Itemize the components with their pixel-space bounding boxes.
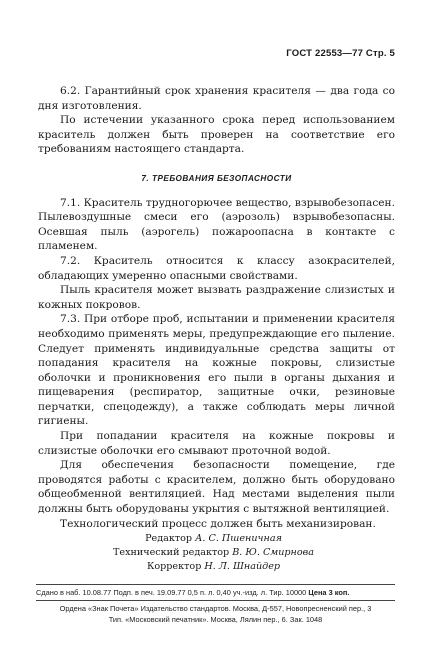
credit-name: Н. Л. Шнайдер — [204, 561, 281, 572]
body-text — [38, 84, 395, 531]
paragraph: Технологический процесс должен быть механизирован. — [60, 517, 376, 530]
paragraph: 7.3. При отборе проб, испытании и применении красителя необходимо применять меры, предупреждающие его пыление. Следует применять индивидуальные средства защиты от попадания красителя на кожные покровы, слизистые оболочки и проникновения его пыли в органы дыхания и пищеварения (респиратор, защитные очки, резиновые перчатки, спецодежду), а также соблюдать меры личной гигиены. — [38, 313, 395, 428]
credit-role: Редактор — [145, 533, 193, 544]
imprint-publisher-line: Ордена «Знак Почета» Издательство стандартов. Москва, Д-557, Новопресненский пер., 3 — [59, 604, 372, 613]
paragraph: Пыль красителя может вызвать раздражение слизистых и кожных покровов. — [38, 284, 395, 311]
credit-editor — [0, 532, 427, 546]
paragraph: 7.1. Краситель трудногорючее вещество, взрывобезопасен. Пылевоздушные смеси его (аэрозоль) взрывобезопасны. Осевшая пыль (аэрогель) пожароопасна в контакте с пламенем. — [38, 196, 395, 253]
paragraph: По истечении указанного срока перед использованием краситель должен быть проверен на соответствие его требованиям настоящего стандарта. — [38, 114, 395, 156]
credit-tech-editor — [0, 546, 427, 560]
paragraph: Для обеспечения безопасности помещение, где проводятся работы с красителем, должно быть оборудовано общеобменной вентиляцией. Над местами выделения пыли должны быть оборудованы укрытия с вытяжной вентиляцией. — [38, 459, 395, 516]
paragraph: При попадании красителя на кожные покровы и слизистые оболочки его смывают проточной водой. — [38, 430, 395, 457]
imprint-print-details: Сдано в наб. 10.08.77 Подп. в печ. 19.09.77 0,5 п. л. 0,40 уч.-изд. л. Тир. 10000 — [36, 588, 307, 597]
credit-role: Технический редактор — [113, 547, 230, 558]
imprint-print-info — [36, 587, 395, 598]
imprint-printer-line: Тип. «Московский печатник». Москва, Лялин пер., 6. Зак. 1048 — [108, 615, 323, 624]
paragraph: 6.2. Гарантийный срок хранения красителя — два года со дня изготовления. — [38, 85, 395, 112]
editorial-credits — [0, 532, 427, 574]
credit-name: В. Ю. Смирнова — [232, 547, 314, 558]
paragraph: 7.2. Краситель относится к классу азокрасителей, обладающих умеренно опасными свойствами. — [38, 254, 395, 282]
imprint-price: Цена 3 коп. — [308, 588, 350, 597]
imprint-rule-top — [36, 584, 395, 585]
imprint-rule-bottom — [36, 600, 395, 601]
page-header: ГОСТ 22553—77 Стр. 5 — [286, 48, 395, 59]
credit-role: Корректор — [146, 561, 202, 572]
credit-corrector — [0, 560, 427, 574]
section-heading: 7. ТРЕБОВАНИЯ БЕЗОПАСНОСТИ — [141, 173, 292, 183]
imprint-publisher — [36, 603, 395, 625]
credit-name: А. С. Пшеничная — [195, 533, 282, 544]
